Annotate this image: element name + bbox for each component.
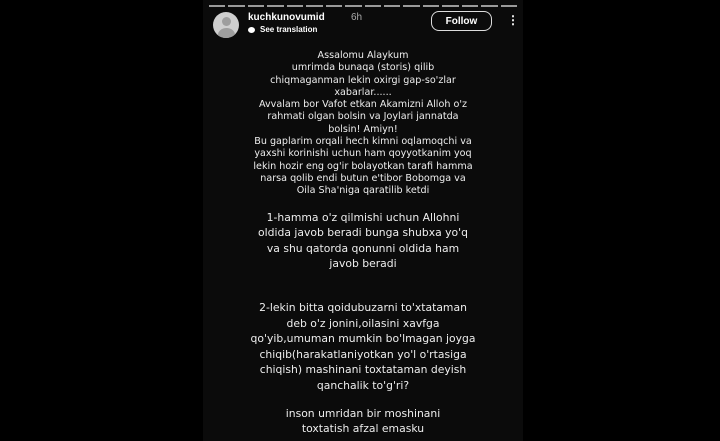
- story-text: [203, 50, 523, 437]
- text-line: inson umridan bir moshinani: [285, 406, 441, 420]
- text-line: bolsin! Amiyn!: [328, 123, 398, 135]
- username-link[interactable]: kuchkunovumid: [248, 12, 325, 23]
- text-line: Oila Sha'niga qaratilib ketdi: [296, 185, 430, 197]
- text-line: chiqish) mashinani toxtataman deyish: [259, 363, 467, 377]
- more-options-icon[interactable]: ⋮: [507, 13, 519, 27]
- story-progress-bar: [209, 5, 517, 7]
- text-line: 1-hamma o'z qilmishi uchun Allohni: [266, 210, 460, 224]
- paragraph-point-2: [203, 300, 523, 394]
- text-line: rahmati olgan bolsin va Joylari jannatda: [267, 111, 459, 123]
- see-translation-link[interactable]: [248, 25, 317, 34]
- text-line: narsa qolib endi butun e'tibor Bobomga va: [260, 172, 466, 184]
- post-time: 6h: [351, 12, 363, 23]
- story-viewer[interactable]: [203, 0, 523, 441]
- text-line: 2-lekin bitta qoidubuzarni to'xtataman: [259, 300, 467, 314]
- avatar[interactable]: [213, 12, 239, 38]
- translate-icon: [248, 27, 255, 33]
- text-line: qo'yib,umuman mumkin bo'lmagan joyga: [250, 332, 476, 346]
- text-line: Bu gaplarim orqali hech kimni oqlamoqchi va: [254, 136, 472, 148]
- text-line: chiqib(harakatlaniyotkan yo'l o'rtasiga: [259, 347, 467, 361]
- text-line: chiqmaganman lekin oxirgi gap-so'zlar: [270, 74, 456, 86]
- text-line: yaxshi korinishi uchun ham qoyyotkanim yoq: [254, 148, 472, 160]
- text-line: Avvalam bor Vafot etkan Akamizni Alloh o'z: [258, 99, 468, 111]
- text-line: Assalomu Alaykum: [317, 50, 409, 61]
- text-line: va shu qatorda qonunni oldida ham: [266, 241, 460, 255]
- follow-button[interactable]: Follow: [431, 11, 492, 31]
- story-header: [211, 10, 519, 40]
- paragraph-intro: [203, 50, 523, 198]
- text-line: lekin hozir eng og'ir bolayotkan tarafi hamma: [253, 160, 473, 172]
- text-line: umrimda bunaqa (storis) qilib: [291, 62, 435, 74]
- text-line: qanchalik to'g'ri?: [316, 378, 410, 392]
- paragraph-closing: [203, 406, 523, 437]
- text-line: javob beradi: [329, 257, 397, 271]
- paragraph-point-1: [203, 210, 523, 272]
- text-line: toxtatish afzal emasku: [301, 422, 425, 436]
- see-translation-label: See translation: [260, 25, 318, 34]
- text-line: oldida javob beradi bunga shubxa yo'q: [258, 226, 468, 240]
- text-line: xabarlar......: [334, 86, 392, 98]
- text-line: deb o'z jonini,oilasini xavfga: [286, 316, 440, 330]
